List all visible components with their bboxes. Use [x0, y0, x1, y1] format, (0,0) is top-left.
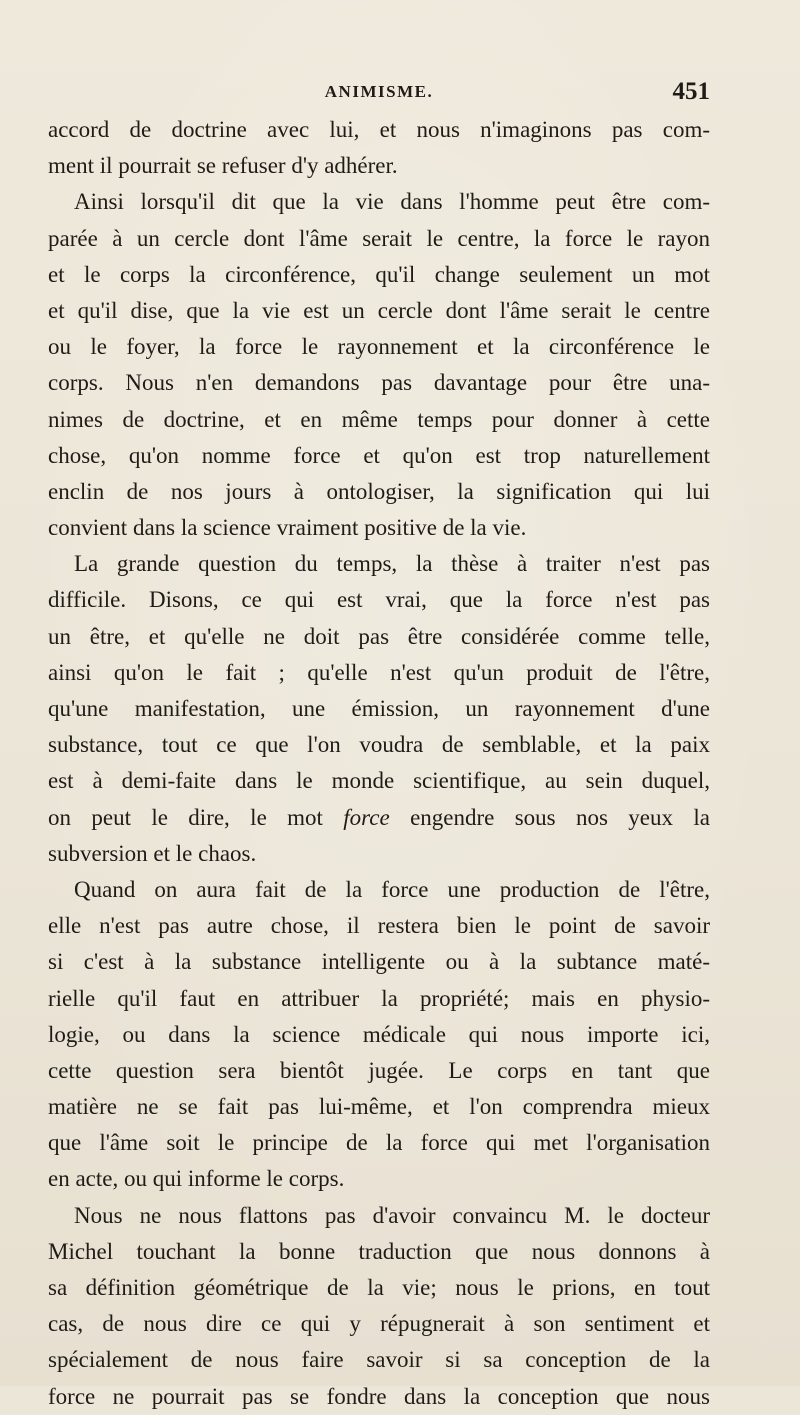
text-line: Quand on aura fait de la force une production de l'être,: [74, 876, 710, 902]
text-line-with-emphasis: [48, 800, 710, 836]
text-line: et le corps la circonférence, qu'il change seulement un mot: [48, 261, 710, 287]
text-line: rielle qu'il faut en attribuer la propriété; mais en physio-: [48, 985, 710, 1011]
running-title: ANIMISME.: [324, 82, 434, 101]
text-line: en acte, ou qui informe le corps.: [48, 1166, 345, 1192]
text-line: Michel touchant la bonne traduction que nous donnons à: [48, 1238, 710, 1264]
paragraph-1: [48, 112, 710, 184]
text-line: elle n'est pas autre chose, il restera bien le point de savoir: [48, 913, 710, 939]
text-line: que l'âme soit le principe de la force qui met l'organisation: [48, 1130, 710, 1156]
text-fragment: engendre sous nos yeux la: [389, 804, 710, 830]
text-line: difficile. Disons, ce qui est vrai, que la force n'est pas: [48, 587, 710, 613]
text-line: force ne pourrait pas se fondre dans la conception que nous: [48, 1383, 710, 1409]
text-line: nimes de doctrine, et en même temps pour donner à cette: [48, 406, 710, 432]
text-line: chose, qu'on nomme force et qu'on est trop naturellement: [48, 442, 710, 468]
paragraph-3: [48, 546, 710, 872]
page-header: [48, 78, 710, 108]
paragraph-4: [48, 872, 710, 1198]
text-fragment: on peut le dire, le mot: [48, 804, 344, 830]
body-text: [48, 112, 710, 1415]
text-line: Nous ne nous flattons pas d'avoir convaincu M. le docteur: [74, 1202, 710, 1228]
text-line: corps. Nous n'en demandons pas davantage pour être una-: [48, 370, 710, 396]
text-line: un être, et qu'elle ne doit pas être considérée comme telle,: [48, 623, 710, 649]
text-line: substance, tout ce que l'on voudra de semblable, et la paix: [48, 732, 710, 758]
text-line: et qu'il dise, que la vie est un cercle dont l'âme serait le centre: [48, 297, 710, 323]
text-line: convient dans la science vraiment positive de la vie.: [48, 515, 527, 541]
text-line: matière ne se fait pas lui-même, et l'on comprendra mieux: [48, 1094, 710, 1120]
text-line: sa définition géométrique de la vie; nous le prions, en tout: [48, 1275, 710, 1300]
text-line: Ainsi lorsqu'il dit que la vie dans l'homme peut être com-: [74, 189, 710, 215]
text-line: subversion et le chaos.: [48, 840, 257, 866]
text-line: logie, ou dans la science médicale qui nous importe ici,: [48, 1021, 710, 1047]
text-line: si c'est à la substance intelligente ou à la subtance maté-: [48, 949, 710, 975]
text-line: cas, de nous dire ce qui y répugnerait à son sentiment et: [48, 1311, 710, 1337]
paragraph-2: [48, 184, 710, 546]
text-line: ou le foyer, la force le rayonnement et la circonférence le: [48, 334, 710, 360]
text-line: est à demi-faite dans le monde scientifique, au sein duquel,: [48, 768, 710, 794]
paragraph-5: [48, 1198, 710, 1415]
text-line: cette question sera bientôt jugée. Le corps en tant que: [48, 1057, 710, 1083]
page-number: 451: [672, 78, 710, 105]
text-line: enclin de nos jours à ontologiser, la signification qui lui: [48, 478, 710, 504]
text-line: qu'une manifestation, une émission, un rayonnement d'une: [48, 696, 710, 721]
emphasized-word: force: [343, 804, 390, 830]
text-line: accord de doctrine avec lui, et nous n'imaginons pas com-: [48, 117, 710, 142]
text-line: parée à un cercle dont l'âme serait le centre, la force le rayon: [48, 225, 710, 251]
text-line: ment il pourrait se refuser d'y adhérer.: [48, 153, 398, 179]
text-line: La grande question du temps, la thèse à traiter n'est pas: [74, 551, 710, 577]
text-line: spécialement de nous faire savoir si sa conception de la: [48, 1347, 710, 1373]
text-line: ainsi qu'on le fait ; qu'elle n'est qu'un produit de l'être,: [48, 659, 710, 685]
